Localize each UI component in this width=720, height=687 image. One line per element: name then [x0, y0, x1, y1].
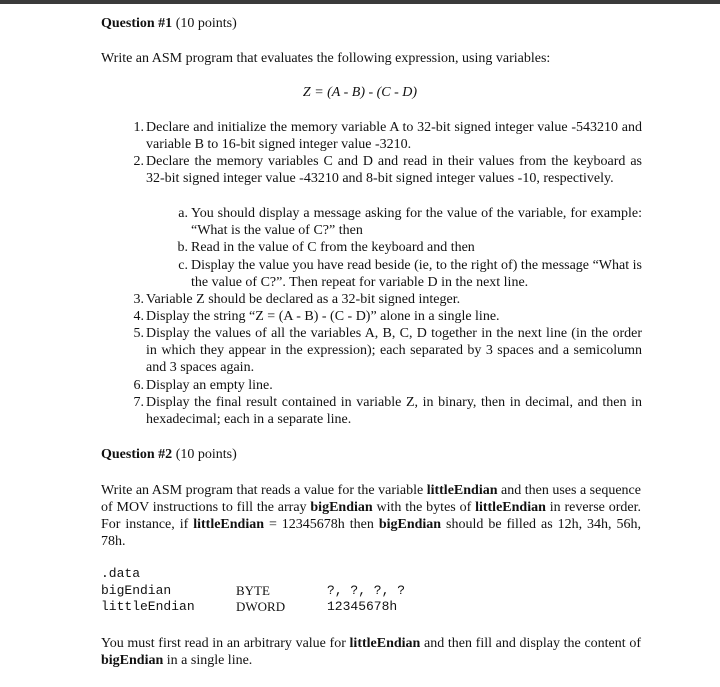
code-var-value: 12345678h — [327, 599, 398, 614]
list-number: 3. — [133, 292, 144, 307]
list-number: 6. — [133, 378, 144, 393]
text-run: should be filled as 12h, 34h, 56h, 78h. — [101, 517, 642, 549]
list-number: 1. — [133, 120, 144, 135]
var-little-endian: littleEndian — [475, 500, 546, 515]
question-2-points: (10 points) — [172, 447, 237, 462]
question-2-instructions — [101, 635, 641, 669]
var-big-endian: bigEndian — [101, 653, 164, 668]
list-letter: b. — [177, 240, 188, 255]
list-item-text: Variable Z should be declared as a 32-bit signed integer. — [146, 292, 461, 307]
list-letter: c. — [178, 258, 188, 273]
question-1-heading — [101, 15, 237, 32]
text-run: You must first read in an arbitrary value for — [101, 636, 350, 651]
list-number: 7. — [133, 395, 144, 410]
code-var-name: bigEndian — [101, 583, 172, 598]
sub-list-item-text: Display the value you have read beside (ie, to the right of) the message “What is the value of C?”. Then repeat for variable D in the next line. — [191, 258, 642, 290]
text-run: in a single line. — [163, 653, 253, 668]
list-item-text: Declare the memory variables C and D and read in their values from the keyboard as 32-bit signed integer value -43210 and 8-bit signed integer values -10, respectively. — [146, 154, 642, 186]
var-little-endian: littleEndian — [426, 483, 498, 498]
top-border — [0, 0, 720, 4]
question-1-points: (10 points) — [172, 16, 237, 31]
question-2-description — [101, 482, 641, 550]
list-number: 4. — [133, 309, 144, 324]
question-2-title: Question #2 — [101, 447, 173, 462]
text-run: in reverse order. For instance, if — [101, 500, 641, 532]
text-run: = 12345678h then — [264, 517, 379, 532]
list-letter: a. — [178, 206, 188, 221]
question-2-heading — [101, 446, 237, 463]
expression-formula: Z = (A - B) - (C - D) — [302, 85, 418, 100]
list-item-text: Declare and initialize the memory variable A to 32-bit signed integer value -543210 and variable B to 16-bit signed integer value -3210. — [146, 120, 642, 152]
var-little-endian: littleEndian — [193, 517, 265, 532]
question-1-title: Question #1 — [101, 16, 173, 31]
list-item-text: Display the values of all the variables A, B, C, D together in the next line (in the order in which they appear in the expression); each separated by 3 spaces and a semicolumn and 3 spaces again. — [146, 326, 642, 375]
code-var-type: DWORD — [236, 599, 286, 614]
text-run: with the bytes of — [372, 500, 476, 515]
sub-list-item-text: Read in the value of C from the keyboard and then — [191, 240, 475, 255]
question-1-intro: Write an ASM program that evaluates the following expression, using variables: — [101, 51, 551, 66]
text-run: Write an ASM program that reads a value for the variable — [101, 483, 427, 498]
text-run: and then uses a sequence of MOV instructions to fill the array — [101, 483, 641, 515]
var-big-endian: bigEndian — [310, 500, 373, 515]
list-item-text: Display the final result contained in variable Z, in binary, then in decimal, and then in hexadecimal; each in a separate line. — [146, 395, 642, 427]
var-little-endian: littleEndian — [349, 636, 421, 651]
code-data-directive: .data — [101, 566, 141, 581]
code-var-name: littleEndian — [101, 599, 195, 614]
code-var-value: ?, ?, ?, ? — [327, 583, 406, 598]
list-item-text: Display an empty line. — [146, 378, 273, 393]
list-item-text: Display the string “Z = (A - B) - (C - D)” alone in a single line. — [146, 309, 500, 324]
text-run: and then fill and display the content of — [420, 636, 641, 651]
list-number: 2. — [133, 154, 144, 169]
sub-list-item-text: You should display a message asking for the value of the variable, for example: “What is the value of C?” then — [191, 206, 642, 238]
var-big-endian: bigEndian — [378, 517, 442, 532]
list-number: 5. — [133, 326, 144, 341]
code-var-type: BYTE — [236, 583, 270, 598]
